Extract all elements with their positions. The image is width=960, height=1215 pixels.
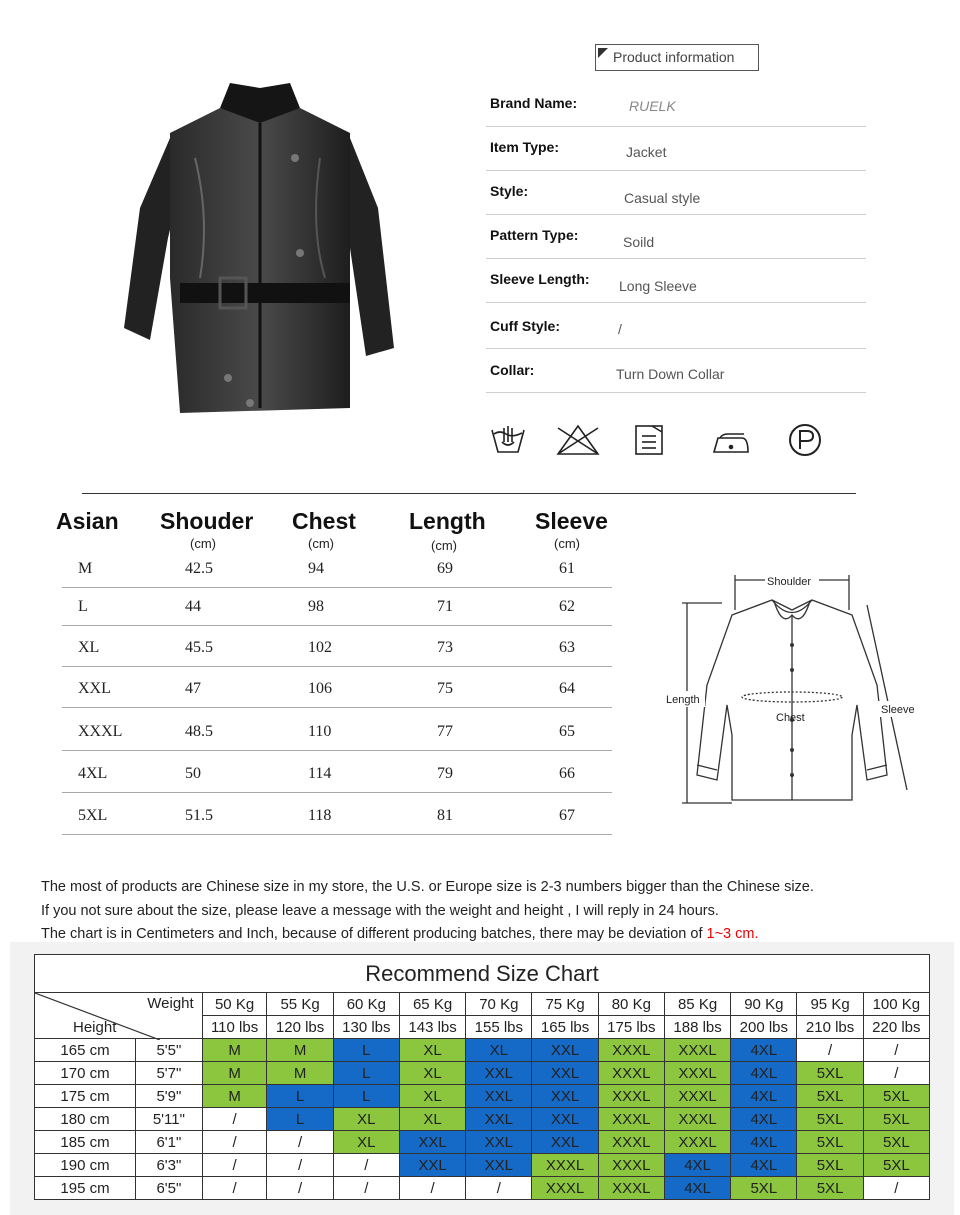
recommend-size-cell: XXL: [466, 1085, 532, 1108]
hand-wash-icon: [492, 426, 524, 452]
recommend-size-cell: XXL: [532, 1131, 598, 1154]
size-value: 114: [308, 765, 332, 782]
iron-icon: [714, 434, 748, 452]
recommend-size-cell: /: [863, 1062, 929, 1085]
size-value: 102: [308, 639, 332, 656]
recommend-size-cell: XXXL: [664, 1062, 730, 1085]
weight-lbs-header: 200 lbs: [731, 1016, 797, 1039]
recommend-row: [35, 1177, 930, 1200]
recommend-size-cell: /: [267, 1131, 333, 1154]
info-row-collar: Collar: Turn Down Collar: [486, 349, 866, 393]
recommend-size-cell: /: [399, 1177, 465, 1200]
height-ft: 6'5": [136, 1177, 203, 1200]
weight-lbs-header: 155 lbs: [466, 1016, 532, 1039]
unit-sleeve: (cm): [554, 536, 580, 551]
recommend-size-cell: 4XL: [731, 1039, 797, 1062]
info-row-brand: Brand Name: RUELK: [486, 83, 866, 127]
size-value: 77: [437, 723, 453, 740]
size-label: M: [78, 560, 93, 577]
recommend-size-cell: 5XL: [797, 1085, 863, 1108]
recommend-size-cell: XXL: [532, 1062, 598, 1085]
size-row: [62, 752, 612, 793]
recommend-size-cell: 5XL: [863, 1108, 929, 1131]
weight-kg-header: 70 Kg: [466, 993, 532, 1016]
recommend-size-cell: XXXL: [598, 1131, 664, 1154]
measurement-diagram: [662, 565, 922, 810]
size-value: 63: [559, 639, 575, 656]
recommend-size-cell: 4XL: [731, 1062, 797, 1085]
size-value: 62: [559, 598, 575, 615]
recommend-size-cell: 4XL: [664, 1177, 730, 1200]
recommend-size-cell: /: [797, 1039, 863, 1062]
jacket-image: [110, 78, 410, 423]
recommend-size-cell: XXXL: [598, 1039, 664, 1062]
weight-height-corner: [35, 993, 203, 1039]
size-row: [62, 710, 612, 751]
height-cm: 180 cm: [35, 1108, 136, 1131]
weight-kg-header: 50 Kg: [202, 993, 267, 1016]
recommend-size-cell: /: [202, 1131, 267, 1154]
unit-length: (cm): [431, 538, 457, 553]
recommend-size-chart: [34, 954, 930, 1200]
recommend-size-cell: /: [863, 1177, 929, 1200]
header-sleeve: Sleeve: [535, 508, 608, 534]
weight-kg-header: 95 Kg: [797, 993, 863, 1016]
size-label: XXXL: [78, 723, 123, 740]
header-length: Length: [409, 508, 486, 534]
weight-kg-header: 80 Kg: [598, 993, 664, 1016]
info-row-style: Style: Casual style: [486, 171, 866, 215]
size-row: [62, 794, 612, 835]
size-row: [62, 667, 612, 708]
weight-lbs-header: 120 lbs: [267, 1016, 333, 1039]
recommend-size-cell: XXXL: [664, 1108, 730, 1131]
recommend-size-cell: XXXL: [664, 1131, 730, 1154]
weight-kg-header: 60 Kg: [333, 993, 399, 1016]
recommend-size-cell: 5XL: [731, 1177, 797, 1200]
size-label: XL: [78, 639, 100, 656]
recommend-size-cell: XXL: [466, 1062, 532, 1085]
size-value: 51.5: [185, 807, 213, 824]
size-label: 4XL: [78, 765, 108, 782]
size-value: 65: [559, 723, 575, 740]
recommend-size-cell: 5XL: [863, 1131, 929, 1154]
size-value: 66: [559, 765, 575, 782]
height-cm: 185 cm: [35, 1131, 136, 1154]
recommend-size-cell: 4XL: [731, 1154, 797, 1177]
size-value: 64: [559, 680, 575, 697]
length-label: Length: [666, 694, 700, 706]
recommend-size-cell: XXL: [399, 1154, 465, 1177]
recommend-size-cell: /: [267, 1177, 333, 1200]
weight-lbs-header: 175 lbs: [598, 1016, 664, 1039]
recommend-size-cell: /: [333, 1177, 399, 1200]
recommend-size-cell: XL: [466, 1039, 532, 1062]
recommend-size-cell: XL: [399, 1085, 465, 1108]
recommend-size-cell: 4XL: [731, 1085, 797, 1108]
recommend-size-cell: L: [267, 1085, 333, 1108]
note-line-3: The chart is in Centimeters and Inch, because of different producing batches, there may be deviation of 1~3 cm.: [41, 926, 759, 942]
height-ft: 6'3": [136, 1154, 203, 1177]
recommend-row: [35, 1108, 930, 1131]
size-value: 61: [559, 560, 575, 577]
size-value: 67: [559, 807, 575, 824]
recommend-size-cell: M: [267, 1062, 333, 1085]
size-label: XXL: [78, 680, 111, 697]
recommend-row: [35, 1131, 930, 1154]
deviation-value: 1~3 cm.: [706, 926, 759, 942]
height-ft: 5'11": [136, 1108, 203, 1131]
size-value: 69: [437, 560, 453, 577]
height-ft: 6'1": [136, 1131, 203, 1154]
size-value: 45.5: [185, 639, 213, 656]
recommend-size-cell: 5XL: [797, 1131, 863, 1154]
recommend-size-cell: L: [333, 1062, 399, 1085]
height-cm: 190 cm: [35, 1154, 136, 1177]
height-label: Height: [73, 1019, 117, 1036]
recommend-size-cell: /: [202, 1108, 267, 1131]
recommend-size-cell: /: [333, 1154, 399, 1177]
recommend-size-cell: 5XL: [863, 1154, 929, 1177]
recommend-size-cell: 5XL: [863, 1085, 929, 1108]
recommend-size-cell: 4XL: [731, 1108, 797, 1131]
weight-kg-header: 75 Kg: [532, 993, 598, 1016]
recommend-size-cell: XL: [399, 1062, 465, 1085]
recommend-size-cell: XXL: [532, 1108, 598, 1131]
header-chest: Chest: [292, 508, 356, 534]
header-shoulder: Shouder: [160, 508, 254, 534]
height-cm: 195 cm: [35, 1177, 136, 1200]
size-row: [62, 547, 612, 588]
recommend-size-cell: XXXL: [598, 1177, 664, 1200]
weight-kg-header: 100 Kg: [863, 993, 929, 1016]
size-value: 94: [308, 560, 324, 577]
recommend-size-cell: XXXL: [598, 1062, 664, 1085]
height-cm: 175 cm: [35, 1085, 136, 1108]
weight-kg-header: 55 Kg: [267, 993, 333, 1016]
recommend-size-cell: XXL: [532, 1085, 598, 1108]
header-asian: Asian: [56, 508, 119, 534]
weight-lbs-header: 143 lbs: [399, 1016, 465, 1039]
recommend-size-cell: XXL: [399, 1131, 465, 1154]
recommend-size-cell: 5XL: [797, 1177, 863, 1200]
recommend-row: [35, 1085, 930, 1108]
height-ft: 5'7": [136, 1062, 203, 1085]
weight-lbs-header: 220 lbs: [863, 1016, 929, 1039]
recommend-size-cell: XXXL: [664, 1039, 730, 1062]
info-row-pattern: Pattern Type: Soild: [486, 215, 866, 259]
recommend-size-cell: XXXL: [532, 1154, 598, 1177]
recommend-size-cell: 4XL: [664, 1154, 730, 1177]
size-value: 118: [308, 807, 332, 824]
size-row: [62, 585, 612, 626]
recommend-size-cell: M: [267, 1039, 333, 1062]
recommend-size-cell: /: [202, 1177, 267, 1200]
info-row-sleeve-length: Sleeve Length: Long Sleeve: [486, 259, 866, 303]
sleeve-label: Sleeve: [881, 704, 915, 716]
size-value: 48.5: [185, 723, 213, 740]
recommend-size-cell: M: [202, 1085, 267, 1108]
recommend-size-cell: 5XL: [797, 1154, 863, 1177]
recommend-size-cell: L: [333, 1085, 399, 1108]
recommend-size-cell: /: [267, 1154, 333, 1177]
weight-lbs-header: 110 lbs: [202, 1016, 267, 1039]
size-value: 75: [437, 680, 453, 697]
size-value: 110: [308, 723, 332, 740]
size-value: 98: [308, 598, 324, 615]
recommend-size-cell: XXL: [466, 1131, 532, 1154]
weight-label: Weight: [147, 995, 194, 1012]
weight-lbs-header: 188 lbs: [664, 1016, 730, 1039]
weight-kg-header: 85 Kg: [664, 993, 730, 1016]
height-cm: 170 cm: [35, 1062, 136, 1085]
recommend-size-cell: 5XL: [797, 1108, 863, 1131]
info-row-item-type: Item Type: Jacket: [486, 127, 866, 171]
size-label: L: [78, 598, 88, 615]
height-cm: 165 cm: [35, 1039, 136, 1062]
size-value: 73: [437, 639, 453, 656]
recommend-size-cell: XL: [333, 1108, 399, 1131]
unit-shoulder: (cm): [190, 536, 216, 551]
size-value: 47: [185, 680, 201, 697]
weight-lbs-header: 130 lbs: [333, 1016, 399, 1039]
size-row: [62, 626, 612, 667]
product-information-title: Product information: [595, 44, 759, 71]
recommend-size-cell: XXXL: [664, 1085, 730, 1108]
recommend-size-cell: XXL: [532, 1039, 598, 1062]
weight-kg-header: 65 Kg: [399, 993, 465, 1016]
tumble-dry-icon: [636, 426, 662, 454]
recommend-size-cell: XXXL: [532, 1177, 598, 1200]
unit-chest: (cm): [308, 536, 334, 551]
size-value: 79: [437, 765, 453, 782]
size-value: 44: [185, 598, 201, 615]
weight-lbs-header: 165 lbs: [532, 1016, 598, 1039]
recommend-size-cell: /: [466, 1177, 532, 1200]
size-value: 50: [185, 765, 201, 782]
note-line-2: If you not sure about the size, please leave a message with the weight and height , I will reply in 24 hours.: [41, 903, 719, 919]
height-ft: 5'5": [136, 1039, 203, 1062]
dry-clean-p-icon: [790, 425, 820, 455]
recommend-chart-title: Recommend Size Chart: [35, 955, 930, 993]
height-ft: 5'9": [136, 1085, 203, 1108]
recommend-size-cell: XL: [399, 1039, 465, 1062]
recommend-size-cell: L: [267, 1108, 333, 1131]
size-value: 106: [308, 680, 332, 697]
note-line-1: The most of products are Chinese size in my store, the U.S. or Europe size is 2-3 numbers bigger than the Chinese size.: [41, 879, 814, 895]
recommend-size-cell: /: [202, 1154, 267, 1177]
weight-kg-header: 90 Kg: [731, 993, 797, 1016]
recommend-row: [35, 1062, 930, 1085]
corner-triangle-icon: [598, 48, 608, 58]
chest-label: Chest: [776, 712, 805, 724]
recommend-size-cell: XL: [399, 1108, 465, 1131]
size-value: 71: [437, 598, 453, 615]
recommend-size-cell: XXXL: [598, 1085, 664, 1108]
recommend-row: [35, 1039, 930, 1062]
size-value: 81: [437, 807, 453, 824]
info-row-cuff-style: Cuff Style: /: [486, 305, 866, 349]
care-icons: [488, 420, 828, 460]
recommend-size-cell: /: [863, 1039, 929, 1062]
recommend-size-cell: XXXL: [598, 1154, 664, 1177]
recommend-size-cell: XXXL: [598, 1108, 664, 1131]
shoulder-label: Shoulder: [767, 576, 812, 588]
recommend-size-cell: XXL: [466, 1154, 532, 1177]
recommend-size-cell: 4XL: [731, 1131, 797, 1154]
weight-lbs-header: 210 lbs: [797, 1016, 863, 1039]
recommend-size-cell: XXL: [466, 1108, 532, 1131]
no-bleach-icon: [558, 426, 598, 454]
recommend-size-cell: M: [202, 1039, 267, 1062]
recommend-size-cell: 5XL: [797, 1062, 863, 1085]
section-divider: [82, 493, 856, 494]
recommend-row: [35, 1154, 930, 1177]
recommend-size-cell: XL: [333, 1131, 399, 1154]
size-label: 5XL: [78, 807, 108, 824]
size-value: 42.5: [185, 560, 213, 577]
recommend-size-cell: L: [333, 1039, 399, 1062]
recommend-size-cell: M: [202, 1062, 267, 1085]
